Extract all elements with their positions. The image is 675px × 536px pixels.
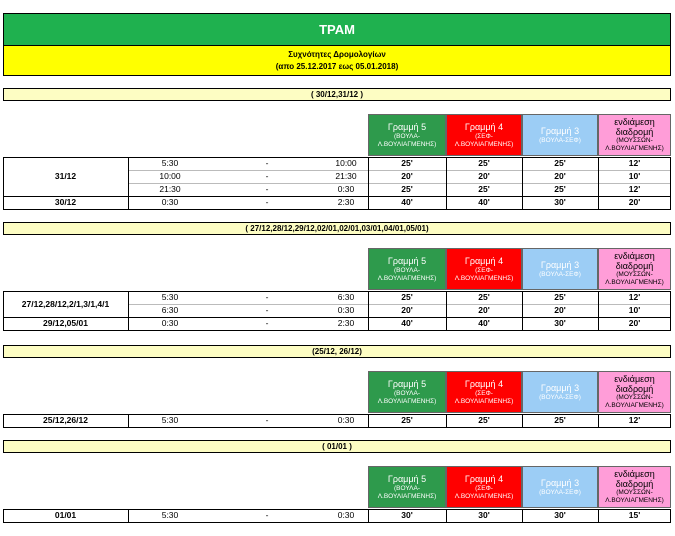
header-line-4-text: (ΣΕΦ-	[475, 132, 493, 140]
cell-from: 5:30	[161, 510, 179, 520]
cell-l4: 20'	[478, 305, 490, 315]
header-line-5-text: Γραμμή 5	[387, 121, 427, 132]
header-line-4-text: Γραμμή 4	[464, 473, 504, 484]
cell-l3: 30'	[554, 510, 566, 520]
header-line-5-text: (ΒΟΥΛΑ-	[393, 132, 421, 140]
column-border	[3, 414, 4, 428]
column-border	[3, 509, 4, 523]
cell-l3: 30'	[554, 197, 566, 207]
column-border	[3, 157, 4, 210]
cell-from: 0:30	[161, 318, 179, 328]
header-intermediate-route-text: διαδρομή	[615, 384, 654, 394]
header-line-4-text: (ΣΕΦ-	[475, 484, 493, 492]
column-border	[446, 414, 447, 428]
header-line-5	[368, 248, 446, 290]
header-line-4-text: Γραμμή 4	[464, 121, 504, 132]
cell-l3: 30'	[554, 318, 566, 328]
cell-l4: 25'	[478, 292, 490, 302]
cell-dash: -	[265, 184, 269, 194]
period-bar: ( 30/12,31/12 )	[3, 88, 671, 101]
column-border	[670, 291, 671, 331]
period-bar: ( 27/12,28/12,29/12,02/01,02/01,03/01,04/01,05/01)	[3, 222, 671, 235]
header-line-3	[522, 371, 598, 413]
cell-l5: 25'	[401, 292, 413, 302]
column-border	[128, 291, 129, 331]
header-intermediate-route-text: ενδιάμεση	[614, 251, 655, 261]
header-line-3-text: (ΒΟΥΛΑ-ΣΕΦ)	[539, 393, 581, 401]
header-line-5-text: (ΒΟΥΛΑ-	[393, 389, 421, 397]
cell-to: 2:30	[337, 197, 355, 207]
header-line-3-text: (ΒΟΥΛΑ-ΣΕΦ)	[539, 136, 581, 144]
header-intermediate-route-text: (ΜΟΥΣΣΩΝ-	[616, 271, 653, 278]
cell-mid: 10'	[628, 305, 641, 315]
cell-dash: -	[265, 197, 269, 207]
header-line-3-text: Γραμμή 3	[540, 382, 580, 393]
group-label: 30/12	[54, 197, 77, 207]
group-border	[3, 157, 671, 158]
header-line-5-text: Λ.ΒΟΥΛΙΑΓΜΕΝΗΣ)	[377, 492, 437, 500]
cell-dash: -	[265, 510, 269, 520]
cell-dash: -	[265, 171, 269, 181]
header-line-4-text: Λ.ΒΟΥΛΙΑΓΜΕΝΗΣ)	[454, 397, 514, 405]
header-intermediate-route-text: Λ.ΒΟΥΛΙΑΓΜΕΝΗΣ)	[605, 279, 664, 286]
cell-from: 5:30	[161, 158, 179, 168]
cell-dash: -	[265, 158, 269, 168]
header-intermediate-route-text: (ΜΟΥΣΣΩΝ-	[616, 489, 653, 496]
cell-l4: 40'	[478, 318, 490, 328]
cell-from: 5:30	[161, 415, 179, 425]
header-line-4-text: Λ.ΒΟΥΛΙΑΓΜΕΝΗΣ)	[454, 492, 514, 500]
column-border	[368, 414, 369, 428]
column-border	[598, 509, 599, 523]
header-line-5-text: (ΒΟΥΛΑ-	[393, 266, 421, 274]
table-bottom-border	[3, 427, 671, 428]
cell-mid: 20'	[628, 197, 641, 207]
header-intermediate-route-text: ενδιάμεση	[614, 374, 655, 384]
cell-to: 0:30	[337, 305, 355, 315]
cell-l4: 25'	[478, 184, 490, 194]
header-line-3	[522, 466, 598, 508]
cell-to: 0:30	[337, 510, 355, 520]
cell-mid: 15'	[628, 510, 641, 520]
subtitle-line-2: (απο 25.12.2017 εως 05.01.2018)	[275, 62, 399, 71]
column-border	[670, 414, 671, 428]
column-border	[670, 157, 671, 210]
cell-l5: 25'	[401, 158, 413, 168]
column-border	[3, 291, 4, 331]
table-row	[3, 157, 671, 170]
cell-l5: 40'	[401, 318, 413, 328]
column-border	[368, 157, 369, 210]
cell-l3: 25'	[554, 415, 566, 425]
header-intermediate-route-text: ενδιάμεση	[614, 469, 655, 479]
cell-to: 0:30	[337, 184, 355, 194]
cell-to: 2:30	[337, 318, 355, 328]
column-border	[598, 414, 599, 428]
header-line-5	[368, 466, 446, 508]
header-intermediate-route	[598, 248, 671, 290]
column-border	[522, 157, 523, 210]
column-border	[446, 157, 447, 210]
group-label-row	[3, 298, 671, 311]
header-line-5-text: Λ.ΒΟΥΛΙΑΓΜΕΝΗΣ)	[377, 274, 437, 282]
page-title: ΤΡΑΜ	[3, 13, 671, 46]
header-line-4-text: Γραμμή 4	[464, 378, 504, 389]
cell-to: 6:30	[337, 292, 355, 302]
group-label: 25/12,26/12	[43, 415, 88, 425]
cell-to: 21:30	[335, 171, 357, 181]
header-line-4-text: Λ.ΒΟΥΛΙΑΓΜΕΝΗΣ)	[454, 274, 514, 282]
header-intermediate-route-text: Λ.ΒΟΥΛΙΑΓΜΕΝΗΣ)	[605, 497, 664, 504]
column-border	[368, 291, 369, 331]
header-intermediate-route-text: διαδρομή	[615, 127, 654, 137]
group-label: 01/01	[54, 510, 77, 520]
header-intermediate-route-text: Λ.ΒΟΥΛΙΑΓΜΕΝΗΣ)	[605, 402, 664, 409]
cell-from: 0:30	[161, 197, 179, 207]
cell-l4: 25'	[478, 158, 490, 168]
header-line-4-text: Λ.ΒΟΥΛΙΑΓΜΕΝΗΣ)	[454, 140, 514, 148]
cell-l5: 30'	[401, 510, 413, 520]
column-border	[368, 509, 369, 523]
cell-from: 21:30	[159, 184, 181, 194]
cell-l3: 25'	[554, 158, 566, 168]
table-row	[3, 183, 671, 196]
header-intermediate-route	[598, 466, 671, 508]
group-label-row	[3, 170, 671, 183]
column-border	[522, 291, 523, 331]
header-line-3	[522, 248, 598, 290]
cell-to: 10:00	[335, 158, 357, 168]
header-intermediate-route	[598, 371, 671, 413]
header-line-5	[368, 371, 446, 413]
subtitle-line-1: Συχνότητες Δρομολογίων	[288, 50, 386, 59]
cell-dash: -	[265, 415, 269, 425]
cell-from: 5:30	[161, 292, 179, 302]
cell-to: 0:30	[337, 415, 355, 425]
table-bottom-border	[3, 209, 671, 210]
cell-l4: 20'	[478, 171, 490, 181]
column-border	[522, 414, 523, 428]
cell-from: 6:30	[161, 305, 179, 315]
cell-dash: -	[265, 305, 269, 315]
cell-l4: 30'	[478, 510, 490, 520]
cell-mid: 10'	[628, 171, 641, 181]
column-border	[446, 509, 447, 523]
cell-l3: 20'	[554, 305, 566, 315]
group-label: 27/12,28/12,2/1,3/1,4/1	[21, 298, 110, 309]
header-line-3	[522, 114, 598, 156]
header-line-5-text: Γραμμή 5	[387, 255, 427, 266]
header-line-3-text: (ΒΟΥΛΑ-ΣΕΦ)	[539, 270, 581, 278]
group-label: 29/12,05/01	[43, 318, 88, 328]
cell-from: 10:00	[159, 171, 181, 181]
group-label-row	[3, 509, 671, 522]
group-border	[3, 291, 671, 292]
cell-l5: 20'	[401, 171, 413, 181]
header-line-5	[368, 114, 446, 156]
cell-mid: 12'	[628, 292, 641, 302]
cell-l3: 20'	[554, 171, 566, 181]
cell-l3: 25'	[554, 292, 566, 302]
header-line-5-text: Λ.ΒΟΥΛΙΑΓΜΕΝΗΣ)	[377, 397, 437, 405]
header-intermediate-route-text: διαδρομή	[615, 479, 654, 489]
header-line-4-text: (ΣΕΦ-	[475, 266, 493, 274]
period-bar: ( 01/01 )	[3, 440, 671, 453]
table-bottom-border	[3, 330, 671, 331]
header-line-5-text: (ΒΟΥΛΑ-	[393, 484, 421, 492]
cell-l4: 25'	[478, 415, 490, 425]
header-line-3-text: Γραμμή 3	[540, 477, 580, 488]
subtitle-box	[3, 46, 671, 76]
header-line-4	[446, 248, 522, 290]
column-border	[128, 414, 129, 428]
header-intermediate-route	[598, 114, 671, 156]
group-label-row	[3, 414, 671, 427]
cell-l5: 25'	[401, 184, 413, 194]
row-divider	[128, 183, 671, 184]
column-border	[670, 509, 671, 523]
cell-dash: -	[265, 292, 269, 302]
header-line-4	[446, 114, 522, 156]
header-line-4	[446, 466, 522, 508]
column-border	[598, 157, 599, 210]
header-intermediate-route-text: διαδρομή	[615, 261, 654, 271]
header-line-5-text: Γραμμή 5	[387, 378, 427, 389]
header-line-4-text: Γραμμή 4	[464, 255, 504, 266]
group-border	[3, 509, 671, 510]
cell-l4: 40'	[478, 197, 490, 207]
column-border	[446, 291, 447, 331]
cell-mid: 12'	[628, 415, 641, 425]
cell-dash: -	[265, 318, 269, 328]
group-border	[3, 414, 671, 415]
group-label-row	[3, 196, 671, 209]
group-border	[3, 196, 671, 197]
group-label-row	[3, 317, 671, 330]
column-border	[522, 509, 523, 523]
header-line-4-text: (ΣΕΦ-	[475, 389, 493, 397]
header-line-5-text: Λ.ΒΟΥΛΙΑΓΜΕΝΗΣ)	[377, 140, 437, 148]
group-border	[3, 317, 671, 318]
table-bottom-border	[3, 522, 671, 523]
header-intermediate-route-text: (ΜΟΥΣΣΩΝ-	[616, 137, 653, 144]
header-line-5-text: Γραμμή 5	[387, 473, 427, 484]
cell-mid: 20'	[628, 318, 641, 328]
header-line-3-text: Γραμμή 3	[540, 259, 580, 270]
cell-mid: 12'	[628, 158, 641, 168]
cell-l5: 25'	[401, 415, 413, 425]
header-line-3-text: (ΒΟΥΛΑ-ΣΕΦ)	[539, 488, 581, 496]
column-border	[128, 157, 129, 210]
header-line-3-text: Γραμμή 3	[540, 125, 580, 136]
group-label: 31/12	[54, 171, 77, 181]
cell-l3: 25'	[554, 184, 566, 194]
header-intermediate-route-text: (ΜΟΥΣΣΩΝ-	[616, 394, 653, 401]
header-intermediate-route-text: Λ.ΒΟΥΛΙΑΓΜΕΝΗΣ)	[605, 145, 664, 152]
cell-l5: 20'	[401, 305, 413, 315]
period-bar: (25/12, 26/12)	[3, 345, 671, 358]
column-border	[128, 509, 129, 523]
header-line-4	[446, 371, 522, 413]
cell-l5: 40'	[401, 197, 413, 207]
header-intermediate-route-text: ενδιάμεση	[614, 117, 655, 127]
cell-mid: 12'	[628, 184, 641, 194]
column-border	[598, 291, 599, 331]
